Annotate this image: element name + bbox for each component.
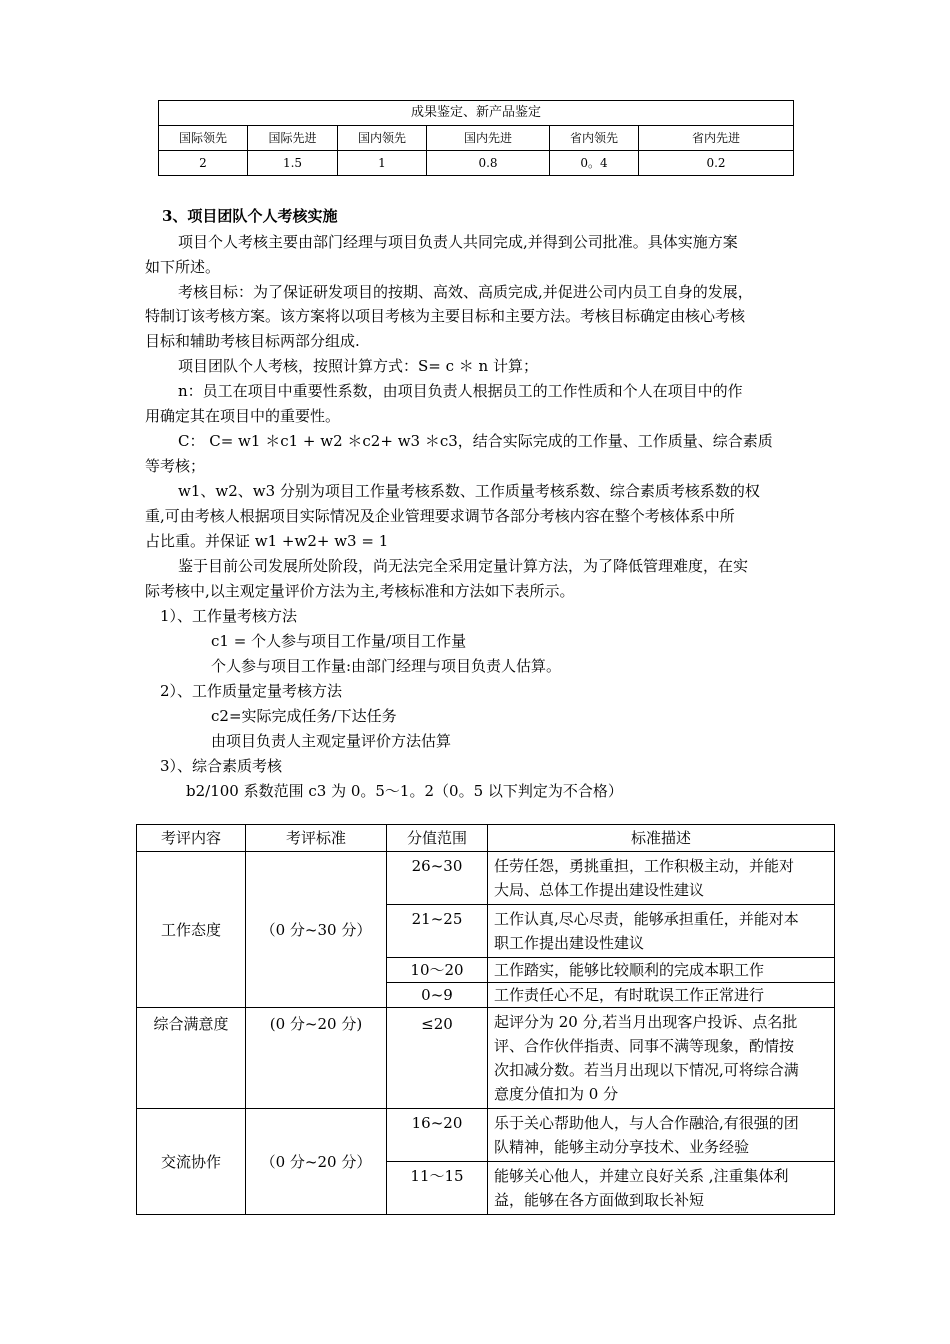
range-cell: 26~30 [387,852,488,905]
level-cell: 省内先进 [639,126,794,151]
body-line: 项目个人考核主要由部门经理与项目负责人共同完成,并得到公司批准。具体实施方案 [178,233,738,251]
description-line: 能够关心他人，并建立良好关系 ,注重集体利 [494,1167,789,1185]
body-line: w1、w2、w3 分别为项目工作量考核系数、工作质量考核系数、综合素质考核系数的权 [178,482,760,500]
level-cell: 国际先进 [248,126,338,151]
subsection-heading: 1）、工作量考核方法 [160,607,298,625]
description-line: 任劳任怨，勇挑重担，工作积极主动，并能对 [494,857,795,875]
range-cell: ≤20 [387,1008,488,1109]
description-cell [488,1109,835,1162]
range-cell: 21~25 [387,905,488,958]
body-line: 鉴于目前公司发展所处阶段，尚无法完全采用定量计算方法，为了降低管理难度，在实 [178,557,749,575]
body-line: 等考核； [145,457,206,475]
body-line: 用确定其在项目中的重要性。 [145,407,341,425]
body-line: n：员工在项目中重要性系数，由项目负责人根据员工的工作性质和个人在项目中的作 [178,382,743,400]
body-line: 特制订该考核方案。该方案将以项目考核为主要目标和主要方法。考核目标确定由核心考核 [145,307,746,325]
description-line: 意度分值扣为 0 分 [494,1085,619,1103]
description-line: 大局、总体工作提出建设性建议 [494,881,705,899]
body-line: 个人参与项目工作量:由部门经理与项目负责人估算。 [211,657,562,675]
column-header: 考评内容 [137,825,246,852]
quality-table [136,824,835,1215]
column-header: 标准描述 [488,825,835,852]
description-line: 乐于关心帮助他人，与人合作融洽,有很强的团 [494,1114,799,1132]
body-line: 如下所述。 [145,258,221,276]
description-cell [488,1162,835,1215]
description-line: 队精神，能够主动分享技术、业务经验 [494,1138,750,1156]
description-line: 工作认真,尽心尽责，能够承担重任，并能对本 [494,910,799,928]
body-line: 目标和辅助考核目标两部分组成. [145,332,360,350]
achievement-table-header: 成果鉴定、新产品鉴定 [159,101,794,126]
standard-cell: (0 分~20 分) [246,1008,387,1109]
description-cell [488,1008,835,1109]
coefficient-cell: 1.5 [248,151,338,176]
standard-cell: （0 分~30 分） [246,852,387,1008]
range-cell: 10～20 [387,958,488,983]
body-line: C： C= w1 ＊c1 + w2 ＊c2+ w3 ＊c3，结合实际完成的工作量、工作质量、综合素质 [178,432,773,450]
item-cell: 工作态度 [137,852,246,1008]
description-line: 工作踏实，能够比较顺利的完成本职工作 [494,961,765,979]
description-cell [488,852,835,905]
formula-line: c1 = 个人参与项目工作量/项目工作量 [211,632,467,650]
coefficient-cell: 2 [159,151,248,176]
description-line: 次扣减分数。若当月出现以下情况,可将综合满 [494,1061,799,1079]
level-cell: 省内领先 [550,126,639,151]
body-line: 项目团队个人考核，按照计算方式：S= c ＊ n 计算； [178,357,538,375]
description-line: 职工作提出建设性建议 [494,934,645,952]
body-line: 由项目负责人主观定量评价方法估算 [211,732,452,750]
range-cell: 16~20 [387,1109,488,1162]
description-cell [488,905,835,958]
section-heading: 3、项目团队个人考核实施 [162,207,338,225]
range-cell: 0~9 [387,983,488,1008]
description-cell [488,958,835,983]
description-line: 益，能够在各方面做到取长补短 [494,1191,705,1209]
body-line: 考核目标：为了保证研发项目的按期、高效、高质完成,并促进公司内员工自身的发展， [178,283,753,301]
formula-line: b2/100 系数范围 c3 为 0。5～1。2（0。5 以下判定为不合格） [186,782,623,800]
level-cell: 国内先进 [427,126,550,151]
coefficient-cell: 1 [338,151,427,176]
level-cell: 国内领先 [338,126,427,151]
level-cell: 国际领先 [159,126,248,151]
description-line: 起评分为 20 分,若当月出现客户投诉、点名批 [494,1013,798,1031]
body-line: 际考核中,以主观定量评价方法为主,考核标准和方法如下表所示。 [145,582,575,600]
subsection-heading: 2）、工作质量定量考核方法 [160,682,343,700]
column-header: 考评标准 [246,825,387,852]
description-line: 评、合作伙伴指责、同事不满等现象，酌情按 [494,1037,795,1055]
description-cell [488,983,835,1008]
standard-cell: （0 分~20 分） [246,1109,387,1215]
subsection-heading: 3）、综合素质考核 [160,757,283,775]
body-line: 占比重。并保证 w1 +w2+ w3 = 1 [145,532,389,550]
coefficient-cell: 0.8 [427,151,550,176]
column-header: 分值范围 [387,825,488,852]
description-line: 工作责任心不足，有时耽误工作正常进行 [494,986,765,1004]
formula-line: c2=实际完成任务/下达任务 [211,707,397,725]
body-line: 重,可由考核人根据项目实际情况及企业管理要求调节各部分考核内容在整个考核体系中所 [145,507,735,525]
item-cell: 综合满意度 [137,1008,246,1109]
item-cell: 交流协作 [137,1109,246,1215]
coefficient-cell: 0.2 [639,151,794,176]
achievement-table [158,100,794,176]
range-cell: 11～15 [387,1162,488,1215]
coefficient-cell: 0。4 [550,151,639,176]
